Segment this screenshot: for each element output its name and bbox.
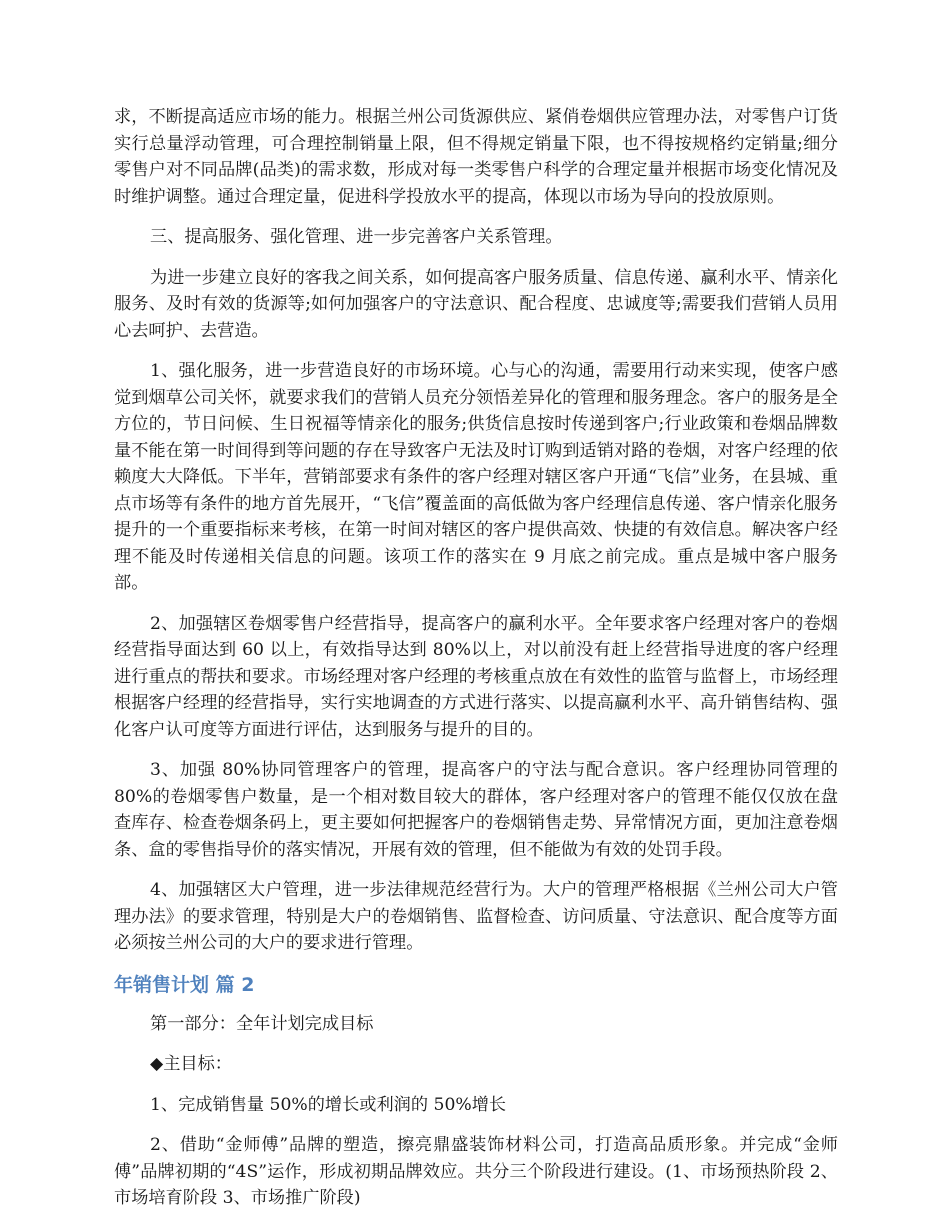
main-goal-label: ◆主目标： [150, 1054, 232, 1074]
paragraph-continuation: 求，不断提高适应市场的能力。根据兰州公司货源供应、紧俏卷烟供应管理办法，对零售户订货实行总量浮动管理，可合理控制销量上限，但不得规定销量下限，也不得按规格约定销量;细分零售户对不同品牌(品类)的需求数，形成对每一类零售户科学的合理定量并根据市场变化情况及时维护调整。通过合理定量，促进科学投放水平的提高，体现以市场为导向的投放原则。 [114, 107, 838, 207]
paragraph-item-1: 1、强化服务，进一步营造良好的市场环境。心与心的沟通，需要用行动来实现，使客户感觉到烟草公司关怀，就要求我们的营销人员充分领悟差异化的管理和服务理念。客户的服务是全方位的，节日问候、生日祝福等情亲化的服务;供货信息按时传递到客户;行业政策和卷烟品牌数量不能在第一时间得到等问题的存在导致客户无法及时订购到适销对路的卷烟，对客户经理的依赖度大大降低。下半年，营销部要求有条件的客户经理对辖区客户开通“飞信”业务，在县城、重点市场等有条件的地方首先展开，“飞信”覆盖面的高低做为客户经理信息传递、客户情亲化服务提升的一个重要指标来考核，在第一时间对辖区的客户提供高效、快捷的有效信息。解决客户经理不能及时传递相关信息的问题。该项工作的落实在 9 月底之前完成。重点是城中客户服务部。 [114, 361, 838, 593]
paragraph-intro: 为进一步建立良好的客我之间关系，如何提高客户服务质量、信息传递、赢利水平、情亲化服务、及时有效的货源等;如何加强客户的守法意识、配合程度、忠诚度等;需要我们营销人员用心去呵护、去营造。 [114, 267, 838, 341]
paragraph-item-4: 4、加强辖区大户管理，进一步法律规范经营行为。大户的管理严格根据《兰州公司大户管理办法》的要求管理，特别是大户的卷烟销售、监督检查、访问质量、守法意识、配合度等方面必须按兰州公司的大户的要求进行管理。 [114, 880, 838, 953]
goal-item-2: 2、借助“金师傅”品牌的塑造，擦亮鼎盛装饰材料公司，打造高品质形象。并完成“金师傅”品牌初期的“4S”运作，形成初期品牌效应。共分三个阶段进行建设。(1、市场预热阶段 2、市场培育阶段 3、市场推广阶段) [114, 1135, 838, 1208]
document-body [114, 104, 838, 1226]
section-title-three: 三、提高服务、强化管理、进一步完善客户关系管理。 [150, 227, 563, 247]
paragraph-item-3: 3、加强 80%协同管理客户的管理，提高客户的守法与配合意识。客户经理协同管理的 80%的卷烟零售户数量，是一个相对数目较大的群体，客户经理对客户的管理不能仅仅放在盘查库存、检查卷烟条码上，更主要如何把握客户的卷烟销售走势、异常情况方面，更加注意卷烟条、盒的零售指导价的落实情况，开展有效的管理，但不能做为有效的处罚手段。 [114, 760, 838, 860]
section-heading: 年销售计划 篇 2 [114, 973, 255, 996]
goal-item-1: 1、完成销售量 50%的增长或利润的 50%增长 [150, 1094, 507, 1115]
paragraph-item-2: 2、加强辖区卷烟零售户经营指导，提高客户的赢利水平。全年要求客户经理对客户的卷烟经营指导面达到 60 以上，有效指导达到 80%以上，对以前没有赶上经营指导进度的客户经理进行重点的帮扶和要求。市场经理对客户经理的考核重点放在有效性的监管与监督上，市场经理根据客户经理的经营指导，实行实地调查的方式进行落实、以提高赢利水平、高升销售结构、强化客户认可度等方面进行评估，达到服务与提升的目的。 [114, 613, 838, 740]
part-one-title: 第一部分：全年计划完成目标 [150, 1013, 374, 1034]
